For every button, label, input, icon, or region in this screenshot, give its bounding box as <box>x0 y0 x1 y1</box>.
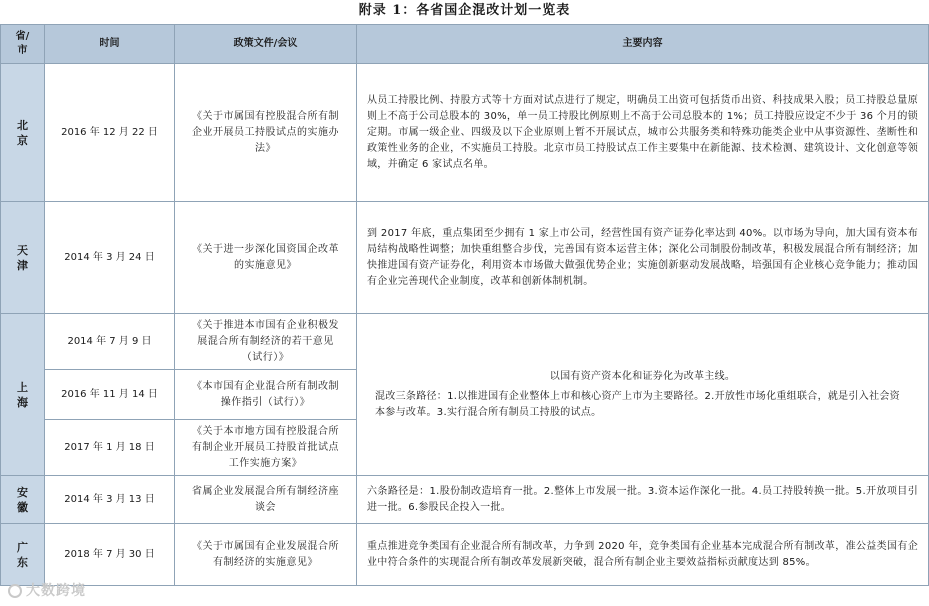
watermark-logo <box>8 580 86 600</box>
content-cell <box>357 314 929 476</box>
policy-cell: 《关于进一步深化国资国企改革的实施意见》 <box>175 202 357 314</box>
date-cell: 2014 年 7 月 9 日 <box>45 314 175 370</box>
watermark-icon <box>8 584 22 598</box>
header-row <box>1 25 929 64</box>
table-row <box>1 64 929 202</box>
date-cell: 2016 年 12 月 22 日 <box>45 64 175 202</box>
header-policy: 政策文件/会议 <box>175 25 357 64</box>
policy-cell: 省属企业发展混合所有制经济座谈会 <box>175 476 357 524</box>
province-cell: 广东 <box>1 524 45 586</box>
header-content: 主要内容 <box>357 25 929 64</box>
content-cell: 六条路径是：1.股份制改造培育一批。2.整体上市发展一批。3.资本运作深化一批。4.员工持股转换一批。5.开放项目引进一批。6.参股民企投入一批。 <box>357 476 929 524</box>
content-line: 混改三条路径：1.以推进国有企业整体上市和核心资产上市为主要路径。2.开放性市场化重组联合，就是引入社会资本参与改革。3.实行混合所有制员工持股的试点。 <box>375 390 900 418</box>
date-cell: 2014 年 3 月 13 日 <box>45 476 175 524</box>
date-cell: 2017 年 1 月 18 日 <box>45 420 175 476</box>
content-cell: 重点推进竞争类国有企业混合所有制改革，力争到 2020 年，竞争类国有企业基本完成混合所有制改革，准公益类国有企业中符合条件的实现混合所有制改革发展新突破，混合所有制企业主要效益指标贡献度达到 85%。 <box>357 524 929 586</box>
content-cell: 从员工持股比例、持股方式等十方面对试点进行了规定，明确员工出资可包括货币出资、科技成果入股；员工持股总量原则上不高于公司总股本的 30%，单一员工持股比例原则上不高于公司总股本的 1%；员工持股应设定不少于 36 个月的锁定期。市属一级企业、四级及以下企业原则上暂不开展试点，城市公共服务类和特殊功能类企业中从事资源性、垄断性和政策性业务的企业，不实施员工持股。北京市员工持股试点工作主要集中在新能源、技术检测、建筑设计、文化创意等领域，并确定 6 家试点名单。 <box>357 64 929 202</box>
header-time: 时间 <box>45 25 175 64</box>
province-cell: 上海 <box>1 314 45 476</box>
table-row <box>1 202 929 314</box>
content-cell: 到 2017 年底，重点集团至少拥有 1 家上市公司，经营性国有资产证券化率达到 40%。以市场为导向，加大国有资本布局结构战略性调整；加快重组整合步伐，完善国有资本运营主体；深化公司制股份制改革，积极发展混合所有制经济；加快推进国有资产证券化，利用资本市场做大做强优势企业；实施创新驱动发展战略，培强国有企业核心竞争能力；推动国有企业完善现代企业制度，改革和创新体制机制。 <box>357 202 929 314</box>
date-cell: 2018 年 7 月 30 日 <box>45 524 175 586</box>
table-title: 附录 1：各省国企混改计划一览表 <box>358 3 571 18</box>
policy-cell: 《本市国有企业混合所有制改制操作指引（试行）》 <box>175 370 357 420</box>
policy-cell: 《关于市属国有控股混合所有制企业开展员工持股试点的实施办法》 <box>175 64 357 202</box>
content-line: 以国有资产资本化和证券化为改革主线。 <box>549 370 736 382</box>
policy-cell: 《关于市属国有企业发展混合所有制经济的实施意见》 <box>175 524 357 586</box>
province-cell: 天津 <box>1 202 45 314</box>
province-cell: 安徽 <box>1 476 45 524</box>
policy-cell: 《关于本市地方国有控股混合所有制企业开展员工持股首批试点工作实施方案》 <box>175 420 357 476</box>
date-cell: 2014 年 3 月 24 日 <box>45 202 175 314</box>
table-row <box>1 476 929 524</box>
table-row <box>1 524 929 586</box>
policy-cell: 《关于推进本市国有企业积极发展混合所有制经济的若干意见（试行）》 <box>175 314 357 370</box>
province-cell: 北京 <box>1 64 45 202</box>
header-province: 省/市 <box>1 25 45 64</box>
watermark-text: 大数跨境 <box>26 583 86 599</box>
table-row <box>1 314 929 370</box>
date-cell: 2016 年 11 月 14 日 <box>45 370 175 420</box>
provincial-reform-table <box>0 24 929 586</box>
